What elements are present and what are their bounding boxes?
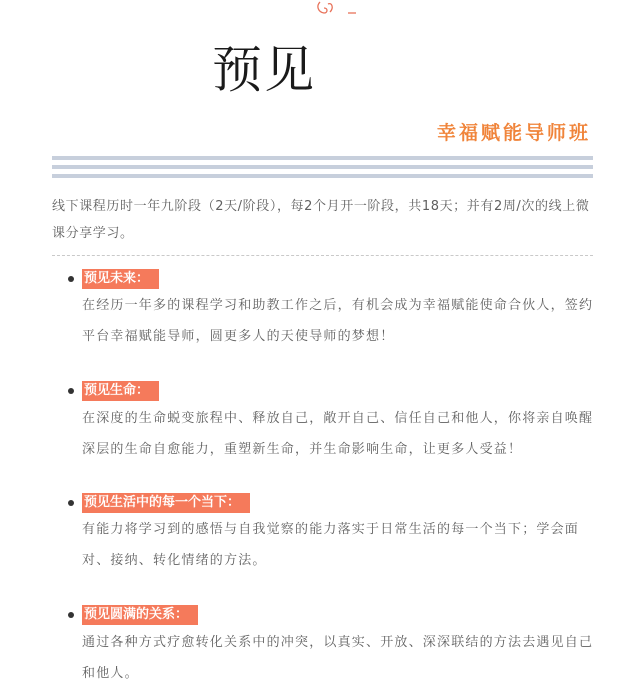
bullet-icon — [68, 276, 74, 282]
item-body: 通过各种方式疗愈转化关系中的冲突，以真实、开放、深深联结的方法去遇见自己和他人。 — [82, 635, 594, 681]
item-body: 在经历一年多的课程学习和助教工作之后，有机会成为幸福赋能使命合伙人，签约平台幸福赋能导师，圆更多人的天使导师的梦想！ — [82, 298, 594, 344]
intro-paragraph: 线下课程历时一年九阶段（2天/阶段），每2个月开一阶段，共18天；并有2周/次的线上微课分享学习。 — [52, 199, 590, 241]
item-heading: 预见未来： — [82, 269, 159, 289]
bullet-icon — [68, 612, 74, 618]
page-title: 预见 — [212, 41, 316, 99]
decorative-swirl-icon — [312, 0, 362, 16]
decorative-stripes — [52, 156, 593, 183]
item-heading: 预见生活中的每一个当下： — [82, 493, 250, 513]
bullet-icon — [68, 388, 74, 394]
stripe-divider — [52, 174, 593, 178]
bullet-icon — [68, 500, 74, 506]
item-body: 在深度的生命蜕变旅程中、释放自己，敞开自己、信任自己和他人，你将亲自唤醒深层的生命自愈能力，重塑新生命，并生命影响生命，让更多人受益！ — [82, 411, 594, 457]
item-heading: 预见圆满的关系： — [82, 605, 198, 625]
item-body: 有能力将学习到的感悟与自我觉察的能力落实于日常生活的每一个当下；学会面对、接纳、转化情绪的方法。 — [82, 522, 580, 568]
dashed-divider — [52, 255, 593, 256]
stripe-divider — [52, 165, 593, 169]
page-subtitle: 幸福赋能导师班 — [436, 122, 591, 144]
item-heading: 预见生命： — [82, 381, 159, 401]
stripe-divider — [52, 156, 593, 160]
